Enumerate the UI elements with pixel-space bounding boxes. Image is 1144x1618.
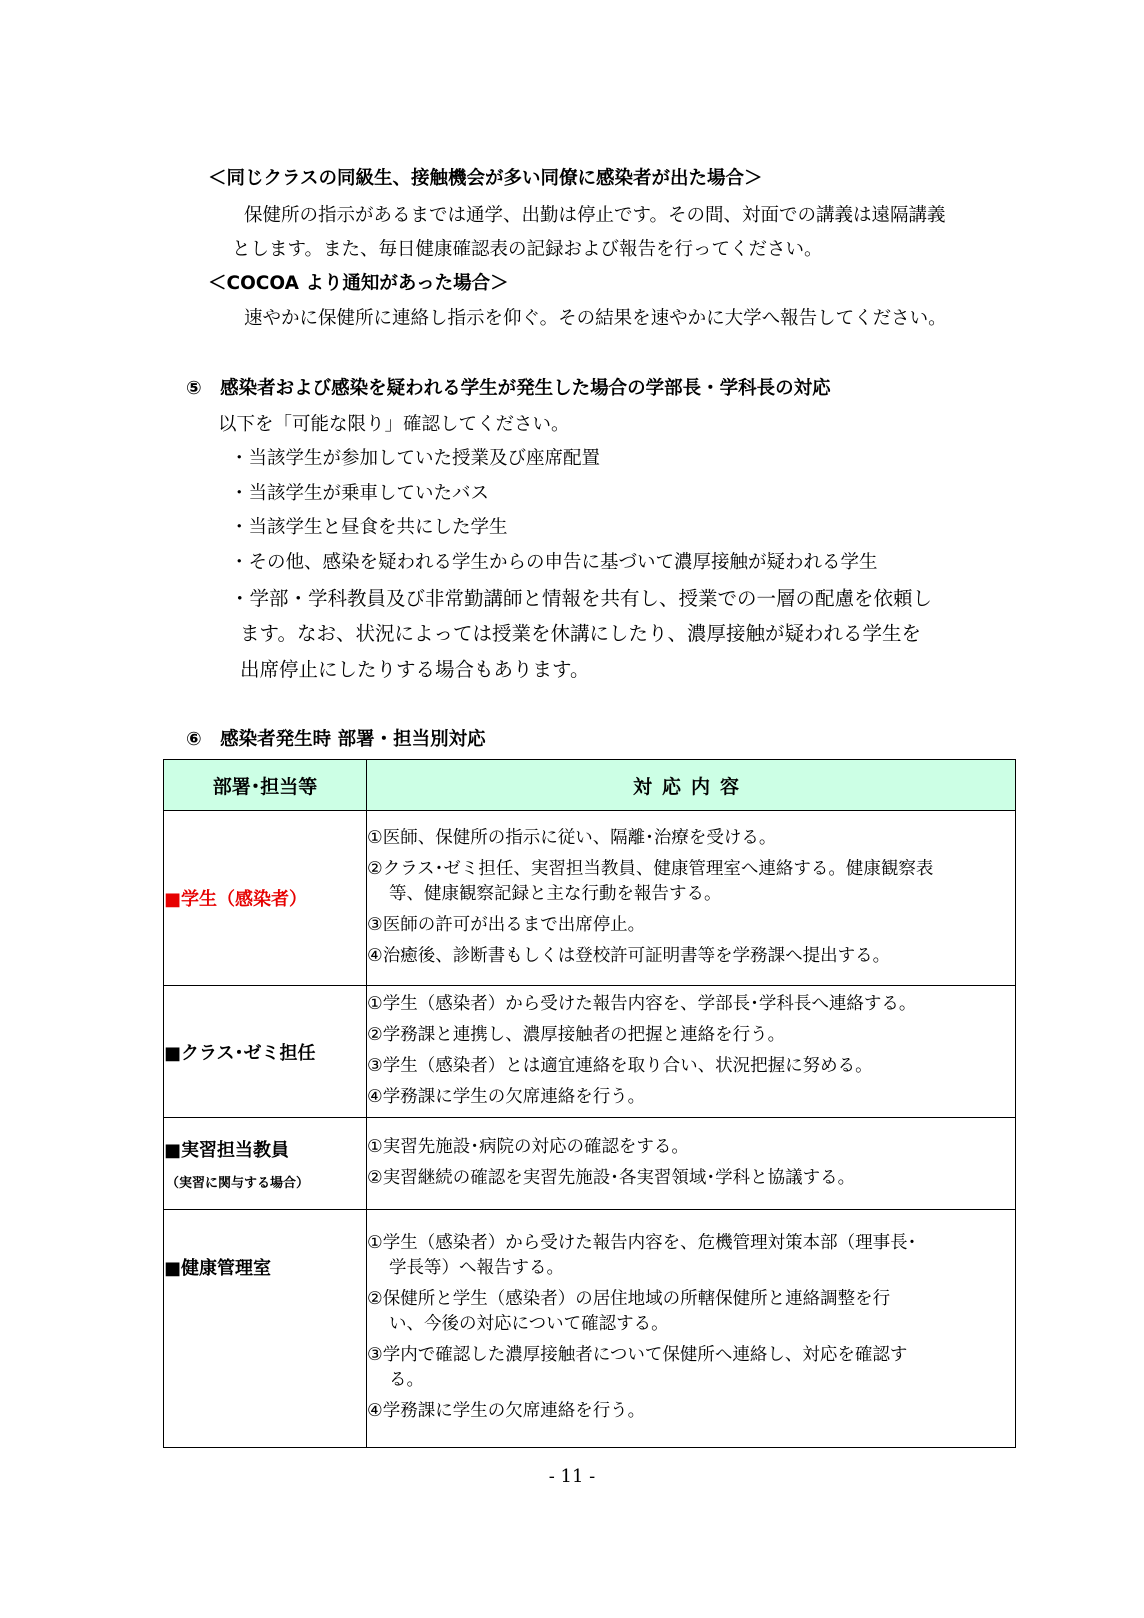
content-item: ①実習先施設･病院の対応の確認をする。: [367, 1136, 689, 1157]
header-dept: 部署･担当等: [164, 760, 367, 811]
table-row: [164, 1210, 1016, 1448]
content-item-text: ③学内で確認した濃厚接触者について保健所へ連絡し、対応を確認す: [367, 1345, 908, 1365]
cocoa-text: 速やかに保健所に連絡し指示を仰ぐ。その結果を速やかに大学へ報告してください。: [244, 308, 947, 329]
content-item-cont: い、今後の対応について確認する。: [389, 1314, 669, 1334]
response-table: [163, 759, 1016, 1448]
content-item: [367, 1343, 1015, 1393]
content-item: ②学務課と連携し、濃厚接触者の把握と連絡を行う。: [367, 1024, 786, 1045]
dept-practicum-sub: （実習に関与する場合）: [166, 1176, 310, 1191]
section-5-bullet: ・当該学生が参加していた授業及び座席配置: [230, 448, 601, 469]
section-6-heading: ⑥ 感染者発生時 部署・担当別対応: [186, 729, 486, 750]
table-row: [164, 986, 1016, 1118]
classmate-heading: ＜同じクラスの同級生、接触機会が多い同僚に感染者が出た場合＞: [208, 168, 763, 189]
content-item-text: ②クラス･ゼミ担任、実習担当教員、健康管理室へ連絡する。健康観察表: [367, 858, 934, 879]
content-class-seminar: [367, 986, 1016, 1118]
content-item: [367, 1231, 1015, 1281]
section-5-intro: 以下を「可能な限り」確認してください。: [218, 414, 570, 435]
section-5-bullet: ・当該学生が乗車していたバス: [230, 483, 490, 504]
section-5-bullet: ・当該学生と昼食を共にした学生: [230, 517, 508, 538]
section-5-bullet-cont: 出席停止にしたりする場合もあります。: [240, 658, 590, 681]
dept-practicum-label: ■実習担当教員: [164, 1140, 290, 1161]
table-header-row: [164, 760, 1016, 811]
table-row: [164, 811, 1016, 986]
dept-class-seminar: ■クラス･ゼミ担任: [164, 986, 367, 1118]
content-item: ①学生（感染者）から受けた報告内容を、学部長･学科長へ連絡する。: [367, 993, 917, 1014]
cocoa-heading: ＜COCOA より通知があった場合＞: [208, 273, 509, 294]
content-item-cont: 等、健康観察記録と主な行動を報告する。: [389, 883, 722, 904]
content-item: ③学生（感染者）とは適宜連絡を取り合い、状況把握に努める。: [367, 1055, 873, 1076]
page-number: - 11 -: [548, 1466, 596, 1487]
content-student: [367, 811, 1016, 986]
dept-student: ■学生（感染者）: [164, 811, 367, 986]
content-health-office: [367, 1210, 1016, 1448]
table-row: [164, 1118, 1016, 1210]
section-5-heading: ⑤ 感染者および感染を疑われる学生が発生した場合の学部長・学科長の対応: [186, 378, 831, 399]
content-item: ③医師の許可が出るまで出席停止。: [367, 914, 646, 935]
header-content: 対応内容: [367, 760, 1016, 811]
content-item: ①医師、保健所の指示に従い、隔離･治療を受ける。: [367, 827, 777, 848]
classmate-text-2: とします。また、毎日健康確認表の記録および報告を行ってください。: [232, 239, 823, 260]
content-item-cont: 学長等）へ報告する。: [389, 1258, 564, 1278]
content-practicum: [367, 1118, 1016, 1210]
section-5-bullet: ・学部・学科教員及び非常勤講師と情報を共有し、授業での一層の配慮を依頼し: [230, 587, 933, 610]
content-item: ②実習継続の確認を実習先施設･各実習領域･学科と協議する。: [367, 1167, 856, 1188]
section-5-bullet: ・その他、感染を疑われる学生からの申告に基づいて濃厚接触が疑われる学生: [230, 552, 878, 573]
dept-health-office: ■健康管理室: [164, 1210, 367, 1448]
classmate-text-1: 保健所の指示があるまでは通学、出勤は停止です。その間、対面での講義は遠隔講義: [244, 205, 946, 226]
content-item-text: ②保健所と学生（感染者）の居住地域の所轄保健所と連絡調整を行: [367, 1289, 891, 1309]
content-item: ④治癒後、診断書もしくは登校許可証明書等を学務課へ提出する。: [367, 945, 891, 966]
content-item: [367, 857, 1015, 907]
dept-practicum: [164, 1118, 367, 1210]
content-item: ④学務課に学生の欠席連絡を行う。: [367, 1401, 646, 1421]
content-item-cont: る。: [389, 1370, 424, 1390]
section-5-bullet-cont: ます。なお、状況によっては授業を休講にしたり、濃厚接触が疑われる学生を: [240, 622, 921, 645]
content-item-text: ①学生（感染者）から受けた報告内容を、危機管理対策本部（理事長･: [367, 1233, 917, 1253]
content-item: [367, 1287, 1015, 1337]
content-item: ④学務課に学生の欠席連絡を行う。: [367, 1086, 646, 1107]
